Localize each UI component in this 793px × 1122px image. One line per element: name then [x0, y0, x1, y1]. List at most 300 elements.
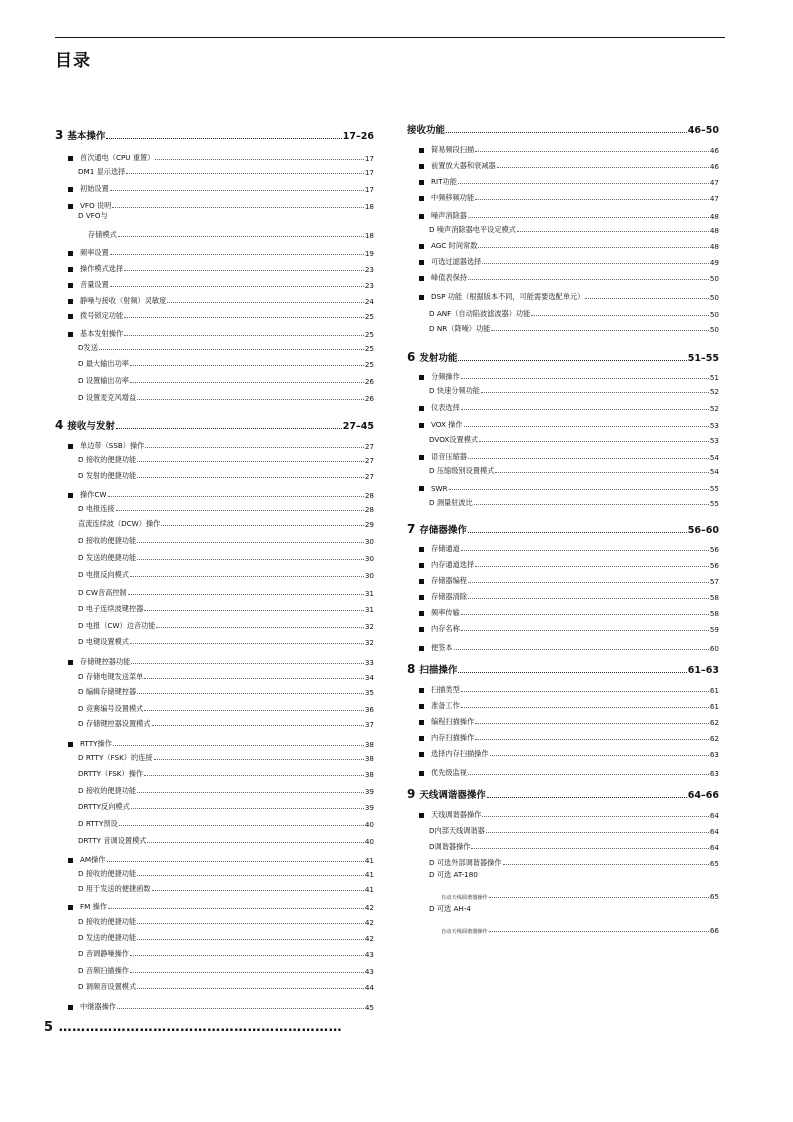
toc-entry-label: D 发送的便捷功能 — [78, 933, 137, 942]
toc-subentry[interactable] — [429, 305, 719, 319]
toc-entry[interactable] — [419, 729, 719, 743]
toc-subentry[interactable] — [78, 500, 374, 514]
toc-entry-label: 接收功能 — [407, 125, 446, 136]
dot-leader — [167, 302, 364, 303]
toc-entry-label: 基本发射操作 — [80, 329, 124, 338]
square-bullet-icon — [68, 314, 73, 319]
toc-subentry[interactable] — [441, 921, 719, 935]
toc-entry[interactable] — [68, 307, 374, 321]
toc-page-number: 32 — [364, 622, 374, 631]
toc-page-number: 38 — [364, 770, 374, 779]
toc-page-number: 41 — [364, 885, 374, 894]
toc-entry-label: DSP 功能（根据版本不同，可能需要选配单元） — [431, 292, 585, 301]
toc-entry[interactable] — [68, 998, 374, 1012]
toc-entry-label: 存储键控器功能 — [80, 657, 131, 666]
toc-page-number: 51–55 — [687, 353, 719, 364]
square-bullet-icon — [419, 752, 424, 757]
square-bullet-icon — [68, 660, 73, 665]
toc-page-number: 18 — [364, 231, 374, 240]
toc-entry-label: 峰值表保持 — [431, 273, 467, 282]
toc-page-number: 43 — [364, 950, 374, 959]
dot-leader — [468, 279, 709, 280]
dot-leader — [503, 864, 709, 865]
dot-leader — [468, 217, 709, 218]
toc-subentry[interactable] — [429, 854, 719, 868]
toc-subentry[interactable] — [78, 584, 374, 598]
toc-entry[interactable] — [419, 604, 719, 618]
toc-entry[interactable] — [68, 325, 374, 339]
toc-entry-label: D内部天线调谐器 — [429, 826, 485, 835]
toc-entry-label: 频率设置 — [80, 248, 109, 257]
toc-entry-label: 中继器操作 — [80, 1002, 116, 1011]
toc-entry-label: 噪声消除器 — [431, 211, 467, 220]
section-number: 3 — [55, 128, 64, 142]
dot-leader — [475, 566, 709, 567]
toc-page-number: 46 — [709, 146, 719, 155]
toc-entry[interactable] — [419, 269, 719, 283]
toc-entry[interactable] — [68, 149, 374, 163]
toc-entry[interactable] — [419, 189, 719, 203]
dot-leader — [131, 808, 364, 809]
toc-subentry[interactable] — [78, 683, 374, 697]
toc-page-number: 46 — [709, 162, 719, 171]
dot-leader — [449, 489, 709, 490]
toc-page-number: 55 — [709, 484, 719, 493]
toc-subentry[interactable] — [78, 532, 374, 546]
toc-entry-label: 准备工作 — [431, 701, 460, 710]
dot-leader — [137, 461, 364, 462]
toc-page-number: 42 — [364, 934, 374, 943]
toc-subentry[interactable] — [78, 945, 374, 959]
dot-leader — [137, 792, 364, 793]
toc-subentry[interactable] — [78, 467, 374, 481]
toc-entry[interactable] — [419, 448, 719, 462]
toc-entry-label: 单边带（SSB）操作 — [80, 441, 145, 450]
dot-leader — [475, 151, 709, 152]
toc-entry[interactable] — [68, 437, 374, 451]
toc-subentry[interactable] — [78, 815, 374, 829]
toc-entry-label: D 音频扫描操作 — [78, 966, 129, 975]
toc-entry-label: 优先级监视 — [431, 768, 467, 777]
toc-subentry[interactable] — [429, 822, 719, 836]
toc-subentry[interactable] — [78, 913, 374, 927]
toc-page-number: 17 — [364, 168, 374, 177]
toc-entry[interactable] — [68, 197, 374, 211]
toc-entry-label: D 接收的便捷功能 — [78, 869, 137, 878]
square-bullet-icon — [68, 204, 73, 209]
dot-leader — [461, 614, 709, 615]
toc-section-heading[interactable] — [407, 660, 719, 676]
dot-leader — [118, 236, 364, 237]
toc-page-number: 51 — [709, 373, 719, 382]
toc-entry[interactable] — [419, 681, 719, 695]
toc-subentry[interactable] — [78, 451, 374, 465]
dot-leader — [130, 955, 364, 956]
toc-page-number: 45 — [364, 1003, 374, 1012]
toc-entry[interactable] — [68, 244, 374, 258]
dot-leader — [458, 183, 709, 184]
dot-leader — [124, 270, 364, 271]
toc-entry-label: 自动天线调谐器操作 — [441, 895, 488, 901]
section-number: 4 — [55, 418, 64, 432]
toc-entry-label: 编程扫描操作 — [431, 717, 475, 726]
dot-leader — [119, 825, 364, 826]
toc-entry[interactable] — [419, 141, 719, 155]
toc-entry-label: D 测量驻波比 — [429, 498, 473, 507]
toc-entry-label: D调谐器操作 — [429, 842, 471, 851]
square-bullet-icon — [68, 187, 73, 192]
square-bullet-icon — [419, 486, 424, 491]
toc-entry-label: 前置放大器和衰减器 — [431, 161, 496, 170]
toc-entry-label: D发送 — [78, 343, 98, 352]
toc-page-number: 50 — [709, 310, 719, 319]
toc-page-number: 47 — [709, 178, 719, 187]
toc-entry[interactable] — [419, 288, 719, 302]
toc-subentry[interactable] — [78, 668, 374, 682]
toc-subentry[interactable] — [78, 163, 374, 177]
toc-entry-label: DVOX设置模式 — [429, 435, 479, 444]
square-bullet-icon — [419, 736, 424, 741]
dot-leader — [137, 939, 364, 940]
toc-subentry[interactable] — [78, 880, 374, 894]
toc-entry-label: 仪表选择 — [431, 403, 460, 412]
toc-page-number: 30 — [364, 554, 374, 563]
toc-entry[interactable] — [419, 764, 719, 778]
toc-entry[interactable] — [68, 653, 374, 667]
toc-entry-label: 内存名称 — [431, 624, 460, 633]
square-bullet-icon — [419, 406, 424, 411]
square-bullet-icon — [68, 283, 73, 288]
square-bullet-icon — [419, 813, 424, 818]
toc-page-number: 17 — [364, 185, 374, 194]
square-bullet-icon — [419, 646, 424, 651]
square-bullet-icon — [68, 156, 73, 161]
toc-subentry[interactable] — [429, 462, 719, 476]
toc-subentry[interactable] — [78, 765, 374, 779]
toc-page-number: 58 — [709, 593, 719, 602]
toc-entry[interactable] — [419, 173, 719, 187]
toc-subentry[interactable] — [78, 832, 374, 846]
toc-subentry[interactable] — [78, 962, 374, 976]
toc-page-number: 61 — [709, 686, 719, 695]
toc-entry[interactable] — [419, 479, 719, 493]
toc-subentry[interactable] — [78, 929, 374, 943]
toc-entry-label: 拨号锁定功能 — [80, 311, 124, 320]
toc-entry[interactable] — [419, 157, 719, 171]
square-bullet-icon — [419, 579, 424, 584]
toc-page-number: 64 — [709, 811, 719, 820]
dot-leader — [137, 477, 364, 478]
toc-subentry[interactable] — [78, 865, 374, 879]
toc-subentry[interactable] — [78, 700, 374, 714]
toc-subentry[interactable] — [78, 389, 374, 403]
toc-entry-label: 存储模式 — [88, 230, 117, 239]
toc-page-number: 59 — [709, 625, 719, 634]
dot-leader — [144, 678, 364, 679]
toc-entry[interactable] — [68, 735, 374, 749]
dot-leader — [481, 392, 709, 393]
dot-leader — [482, 816, 709, 817]
toc-page-number: 65 — [709, 892, 719, 901]
toc-page-number: 17 — [364, 154, 374, 163]
toc-page-number: 64 — [709, 827, 719, 836]
toc-entry[interactable] — [68, 260, 374, 274]
section-number: 9 — [407, 787, 416, 801]
dot-leader — [461, 409, 709, 410]
toc-entry[interactable] — [419, 697, 719, 711]
toc-page-number: 40 — [364, 837, 374, 846]
toc-page-number: 44 — [364, 983, 374, 992]
section-number: 6 — [407, 350, 416, 364]
toc-page-number: 25 — [364, 330, 374, 339]
toc-section-heading[interactable] — [407, 120, 719, 136]
toc-section-heading[interactable] — [55, 126, 374, 142]
dot-leader — [144, 710, 364, 711]
square-bullet-icon — [68, 299, 73, 304]
toc-subentry[interactable] — [78, 339, 374, 353]
dot-leader — [461, 550, 709, 551]
toc-page-number: 25 — [364, 360, 374, 369]
dot-leader — [468, 598, 709, 599]
dot-leader — [137, 875, 364, 876]
toc-entry[interactable] — [419, 399, 719, 413]
toc-page-number: 39 — [364, 787, 374, 796]
square-bullet-icon — [419, 627, 424, 632]
dot-leader — [113, 745, 364, 746]
toc-entry-label: 频率传输 — [431, 608, 460, 617]
toc-subentry[interactable] — [441, 887, 719, 901]
toc-subentry[interactable] — [78, 715, 374, 729]
toc-section-heading[interactable] — [55, 416, 374, 432]
dot-leader — [479, 441, 709, 442]
toc-entry-label: D 可选外部调谐器操作 — [429, 858, 502, 867]
toc-section-heading[interactable] — [407, 520, 719, 536]
toc-page-number: 49 — [709, 258, 719, 267]
toc-subentry[interactable] — [78, 600, 374, 614]
toc-entry[interactable] — [68, 486, 374, 500]
toc-entry-label: 内存通道选择 — [431, 560, 475, 569]
square-bullet-icon — [419, 688, 424, 693]
toc-subheading: D 可选 AH-4 — [429, 904, 471, 913]
toc-subentry[interactable] — [78, 566, 374, 580]
toc-entry[interactable] — [68, 180, 374, 194]
dot-leader — [108, 908, 364, 909]
toc-subentry[interactable] — [78, 749, 374, 763]
dot-leader — [446, 132, 687, 133]
dot-leader — [487, 797, 687, 798]
toc-page-number: 62 — [709, 718, 719, 727]
toc-page-number: 17–26 — [342, 131, 374, 142]
dot-leader — [486, 832, 709, 833]
toc-entry[interactable] — [68, 276, 374, 290]
toc-entry-label: 基本操作 — [67, 131, 106, 142]
dot-leader — [144, 610, 364, 611]
toc-subentry[interactable] — [78, 355, 374, 369]
dot-leader — [108, 496, 364, 497]
toc-subentry[interactable] — [78, 549, 374, 563]
toc-page-number: 28 — [364, 491, 374, 500]
toc-page-number: 26 — [364, 377, 374, 386]
toc-page-number: 42 — [364, 918, 374, 927]
toc-subentry[interactable] — [78, 633, 374, 647]
toc-entry[interactable] — [419, 368, 719, 382]
toc-subentry[interactable] — [78, 515, 374, 529]
toc-subentry[interactable] — [78, 372, 374, 386]
toc-entry[interactable] — [419, 588, 719, 602]
toc-page-number: 52 — [709, 404, 719, 413]
dot-leader — [117, 1008, 364, 1009]
toc-page-number: 31 — [364, 605, 374, 614]
toc-page-number: 35 — [364, 688, 374, 697]
toc-page-number: 56 — [709, 545, 719, 554]
toc-subentry[interactable] — [78, 978, 374, 992]
toc-page-number: 41 — [364, 870, 374, 879]
toc-page-number: 26 — [364, 394, 374, 403]
square-bullet-icon — [419, 276, 424, 281]
dot-leader — [475, 723, 709, 724]
toc-subentry[interactable] — [429, 494, 719, 508]
dot-leader — [474, 504, 709, 505]
toc-entry-label: 接收与发射 — [67, 421, 115, 432]
toc-entry[interactable] — [419, 207, 719, 221]
dot-leader — [107, 861, 364, 862]
toc-entry-label: D RTTY（FSK）的连接 — [78, 753, 153, 762]
dot-leader — [152, 890, 364, 891]
toc-page-number: 48 — [709, 226, 719, 235]
toc-subentry[interactable] — [88, 226, 374, 240]
toc-page-number: 47 — [709, 194, 719, 203]
toc-entry-label: DM1 显示选择 — [78, 167, 126, 176]
toc-page-number: 64–66 — [687, 790, 719, 801]
toc-page-number: 61–63 — [687, 665, 719, 676]
toc-entry-label: D NR（降噪）功能 — [429, 324, 491, 333]
dot-leader — [144, 775, 364, 776]
toc-page-number: 62 — [709, 734, 719, 743]
square-bullet-icon — [419, 260, 424, 265]
square-bullet-icon — [68, 493, 73, 498]
toc-entry-label: 可选过滤器选择 — [431, 257, 482, 266]
toc-entry[interactable] — [419, 620, 719, 634]
toc-entry[interactable] — [68, 898, 374, 912]
toc-entry[interactable] — [419, 416, 719, 430]
toc-section-heading[interactable] — [407, 785, 719, 801]
toc-entry[interactable] — [419, 253, 719, 267]
square-bullet-icon — [419, 375, 424, 380]
toc-entry-label: D 发射的便捷功能 — [78, 471, 137, 480]
toc-entry[interactable] — [419, 806, 719, 820]
square-bullet-icon — [68, 1005, 73, 1010]
toc-entry[interactable] — [68, 292, 374, 306]
square-bullet-icon — [419, 180, 424, 185]
toc-entry[interactable] — [419, 713, 719, 727]
dot-leader — [490, 755, 709, 756]
dot-leader — [482, 263, 709, 264]
toc-subentry[interactable] — [429, 838, 719, 852]
dot-leader — [491, 330, 709, 331]
dot-leader — [106, 138, 341, 139]
dot-leader — [497, 167, 709, 168]
toc-page-number: 43 — [364, 967, 374, 976]
square-bullet-icon — [419, 547, 424, 552]
dot-leader — [585, 298, 709, 299]
toc-entry-label: D 噪声消除器电平设定模式 — [429, 225, 516, 234]
toc-page-number: 50 — [709, 325, 719, 334]
dot-leader — [495, 472, 709, 473]
dot-leader — [478, 247, 708, 248]
dot-leader — [130, 365, 364, 366]
toc-subentry[interactable] — [78, 798, 374, 812]
toc-entry-label: 语音压缩器 — [431, 452, 467, 461]
toc-entry-label: 天线调谐器操作 — [419, 790, 486, 801]
toc-entry-label: 便签本 — [431, 643, 453, 652]
toc-page-number: 48 — [709, 242, 719, 251]
toc-entry[interactable] — [419, 639, 719, 653]
toc-entry[interactable] — [419, 556, 719, 570]
toc-page-number: 54 — [709, 467, 719, 476]
toc-page-number: 54 — [709, 453, 719, 462]
toc-subentry[interactable] — [429, 382, 719, 396]
toc-subentry[interactable] — [429, 320, 719, 334]
toc-entry[interactable] — [419, 572, 719, 586]
bottom-section-marker: 5 ……………………………………………………… — [44, 1020, 343, 1035]
toc-page-number: 66 — [709, 926, 719, 935]
toc-entry-label: 发射功能 — [419, 353, 458, 364]
toc-entry[interactable] — [419, 237, 719, 251]
toc-page-number: 32 — [364, 638, 374, 647]
toc-section-heading[interactable] — [407, 348, 719, 364]
dot-leader — [155, 159, 363, 160]
toc-entry[interactable] — [419, 540, 719, 554]
toc-entry-label: 初始设置 — [80, 184, 109, 193]
square-bullet-icon — [68, 742, 73, 747]
toc-page-number: 57 — [709, 577, 719, 586]
toc-page-number: 48 — [709, 212, 719, 221]
toc-page-number: 23 — [364, 265, 374, 274]
toc-entry-label: 扫描类型 — [431, 685, 460, 694]
dot-leader — [137, 923, 364, 924]
toc-subentry[interactable] — [78, 617, 374, 631]
toc-subentry[interactable] — [429, 221, 719, 235]
toc-subentry[interactable] — [429, 431, 719, 445]
toc-entry-label: 选择内存扫描操作 — [431, 749, 489, 758]
toc-page-number: 53 — [709, 436, 719, 445]
dot-leader — [126, 173, 363, 174]
toc-page-number: 33 — [364, 658, 374, 667]
toc-entry[interactable] — [68, 851, 374, 865]
dot-leader — [130, 382, 364, 383]
square-bullet-icon — [419, 771, 424, 776]
toc-subentry[interactable] — [78, 782, 374, 796]
dot-leader — [137, 559, 364, 560]
dot-leader — [489, 931, 709, 932]
toc-page-number: 28 — [364, 505, 374, 514]
toc-entry-label: D 电键设置模式 — [78, 637, 129, 646]
dot-leader — [154, 759, 364, 760]
dot-leader — [489, 897, 709, 898]
square-bullet-icon — [419, 148, 424, 153]
toc-page-number: 30 — [364, 571, 374, 580]
dot-leader — [137, 693, 364, 694]
toc-entry-label: D 电报连接 — [78, 504, 115, 513]
toc-page-number: 56 — [709, 561, 719, 570]
toc-page-number: 27–45 — [342, 421, 374, 432]
toc-page-number: 18 — [364, 202, 374, 211]
square-bullet-icon — [419, 611, 424, 616]
toc-entry[interactable] — [419, 745, 719, 759]
dot-leader — [124, 335, 364, 336]
dot-leader — [161, 525, 363, 526]
dot-leader — [152, 725, 364, 726]
